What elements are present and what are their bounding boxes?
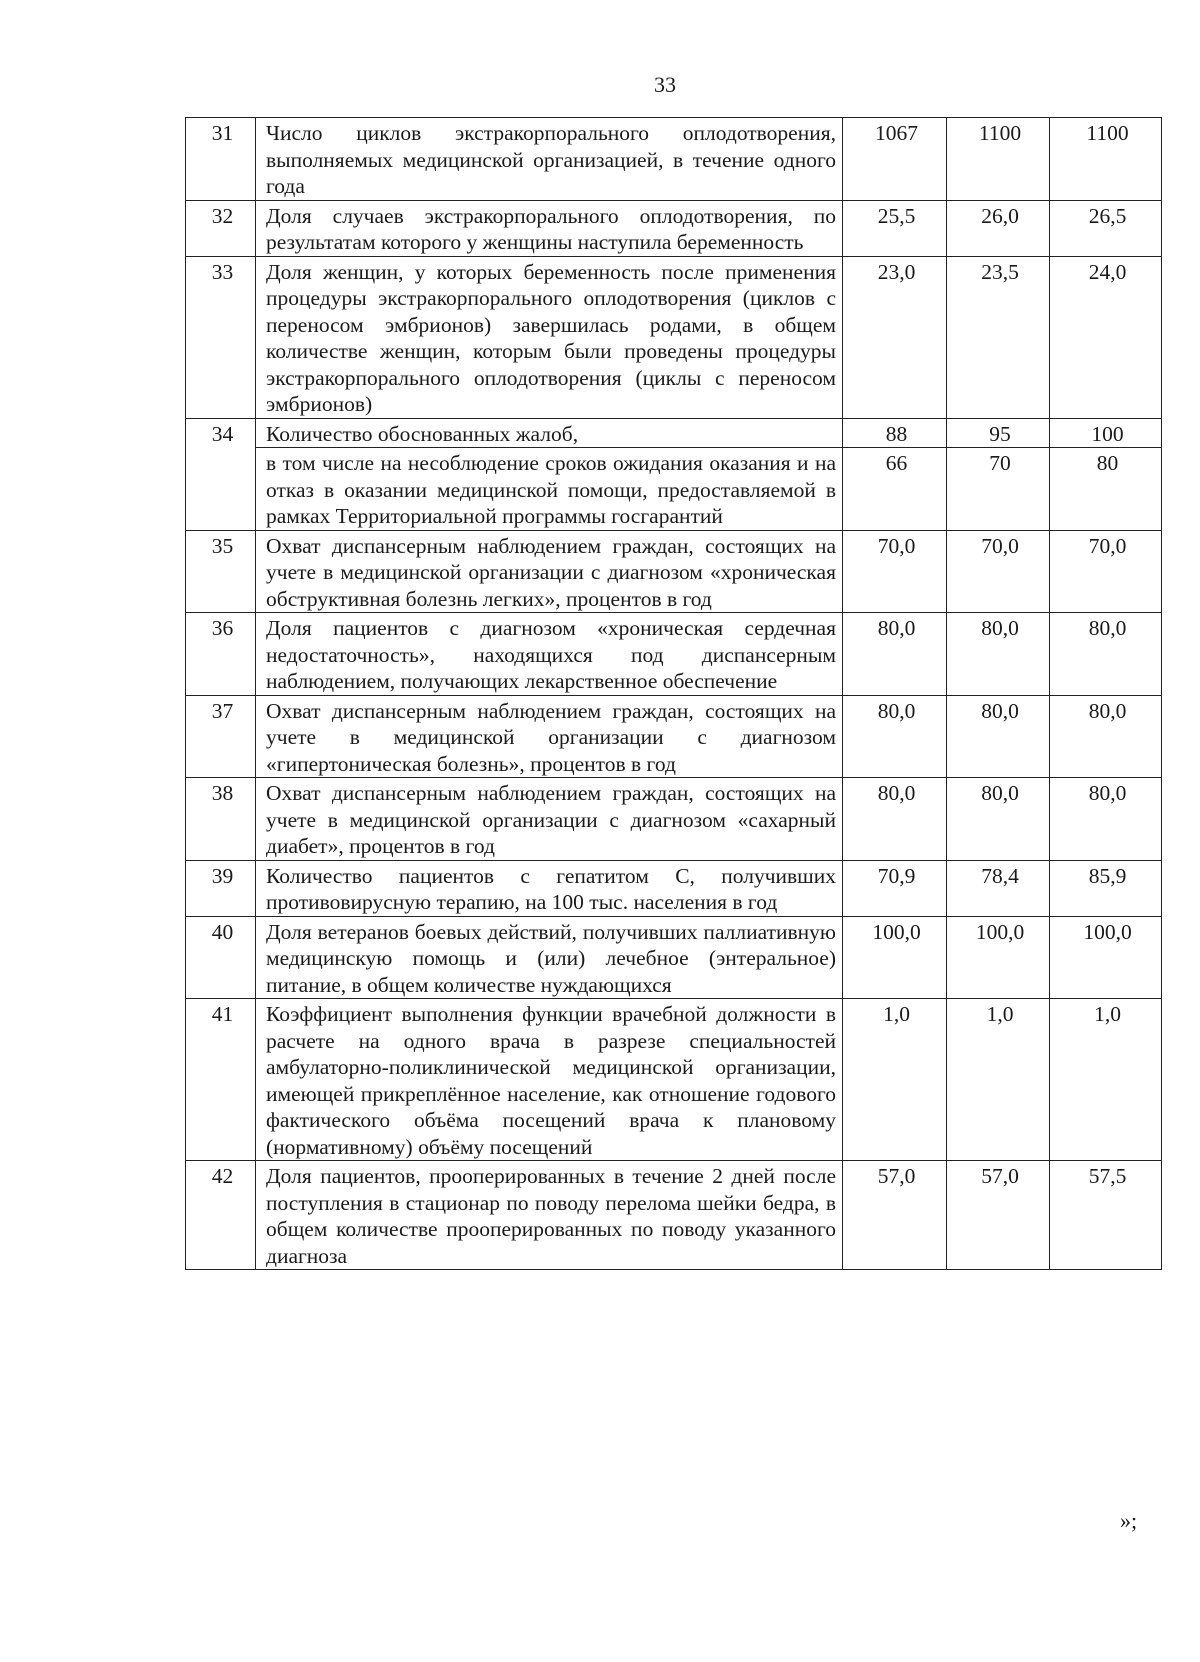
row-number: 34 [186,418,256,530]
value-col-3: 80,0 [1050,778,1162,861]
value-col-3: 57,5 [1050,1161,1162,1270]
indicator-description: Доля пациентов, прооперированных в течение 2 дней после поступления в стационар по поводу перелома шейки бедра, в общем количестве прооперированных по поводу указанного диагноза [256,1161,843,1270]
value-col-2: 70,0 [947,530,1050,613]
table-row [186,860,1162,916]
value-col-2: 26,0 [947,200,1050,256]
indicator-description: Количество пациентов с гепатитом С, получивших противовирусную терапию, на 100 тыс. населения в год [256,860,843,916]
value-col-2: 100,0 [947,916,1050,999]
table-row [186,200,1162,256]
value-col-2: 23,5 [947,256,1050,418]
value-col-2: 57,0 [947,1161,1050,1270]
page-number: 33 [654,72,676,97]
indicator-description: Охват диспансерным наблюдением граждан, состоящих на учете в медицинской организации с диагнозом «гипертоническая болезнь», процентов в год [256,695,843,778]
row-number: 40 [186,916,256,999]
row-number: 41 [186,999,256,1161]
indicator-description: Доля пациентов с диагнозом «хроническая сердечная недостаточность», находящихся под диспансерным наблюдением, получающих лекарственное обеспечение [256,613,843,696]
indicator-sub-description: в том числе на несоблюдение сроков ожидания оказания и на отказ в оказании медицинской помощи, предоставляемой в рамках Территориальной программы госгарантий [256,448,843,531]
value-col-1: 80,0 [843,778,947,861]
value-col-1: 80,0 [843,613,947,696]
table-row [186,418,1162,448]
indicator-description: Коэффициент выполнения функции врачебной должности в расчете на одного врача в разрезе специальностей амбулаторно-поликлинической медицинской организации, имеющей прикреплённое население, как отношение годового фактического объёма посещений врача к плановому (нормативному) объёму посещений [256,999,843,1161]
table-row [186,778,1162,861]
value-col-1: 57,0 [843,1161,947,1270]
row-number: 32 [186,200,256,256]
table-row [186,118,1162,201]
closing-quote: »; [1120,1508,1138,1533]
value-col-1: 1,0 [843,999,947,1161]
value-col-3: 70,0 [1050,530,1162,613]
row-number: 38 [186,778,256,861]
row-number: 39 [186,860,256,916]
value-col-1: 70,9 [843,860,947,916]
value-col-3: 80,0 [1050,695,1162,778]
row-number: 36 [186,613,256,696]
value-col-1: 66 [843,448,947,531]
value-col-2: 1,0 [947,999,1050,1161]
indicator-description: Доля случаев экстракорпорального оплодотворения, по результатам которого у женщины наступила беременность [256,200,843,256]
table-row [186,916,1162,999]
value-col-2: 70 [947,448,1050,531]
table-row [186,695,1162,778]
value-col-2: 80,0 [947,695,1050,778]
value-col-1: 70,0 [843,530,947,613]
value-col-3: 26,5 [1050,200,1162,256]
table-row [186,613,1162,696]
value-col-1: 1067 [843,118,947,201]
value-col-3: 80 [1050,448,1162,531]
value-col-2: 1100 [947,118,1050,201]
table-subrow [186,448,1162,531]
table-row [186,999,1162,1161]
value-col-1: 25,5 [843,200,947,256]
value-col-3: 80,0 [1050,613,1162,696]
value-col-3: 100,0 [1050,916,1162,999]
indicator-description: Доля женщин, у которых беременность после применения процедуры экстракорпорального оплодотворения (циклов с переносом эмбрионов) завершилась родами, в общем количестве женщин, которым были проведены процедуры экстракорпорального оплодотворения (циклы с переносом эмбрионов) [256,256,843,418]
row-number: 42 [186,1161,256,1270]
indicator-description: Охват диспансерным наблюдением граждан, состоящих на учете в медицинской организации с диагнозом «сахарный диабет», процентов в год [256,778,843,861]
value-col-2: 80,0 [947,613,1050,696]
table-row [186,256,1162,418]
row-number: 31 [186,118,256,201]
value-col-3: 100 [1050,418,1162,448]
indicator-description: Количество обоснованных жалоб, [256,418,843,448]
table-row [186,1161,1162,1270]
indicator-description: Число циклов экстракорпорального оплодотворения, выполняемых медицинской организацией, в течение одного года [256,118,843,201]
value-col-1: 100,0 [843,916,947,999]
value-col-1: 23,0 [843,256,947,418]
value-col-1: 88 [843,418,947,448]
value-col-3: 24,0 [1050,256,1162,418]
indicator-description: Доля ветеранов боевых действий, получивших паллиативную медицинскую помощь и (или) лечебное (энтеральное) питание, в общем количестве нуждающихся [256,916,843,999]
value-col-2: 80,0 [947,778,1050,861]
value-col-2: 95 [947,418,1050,448]
row-number: 33 [186,256,256,418]
value-col-3: 1,0 [1050,999,1162,1161]
indicators-table [185,117,1162,1270]
value-col-1: 80,0 [843,695,947,778]
indicator-description: Охват диспансерным наблюдением граждан, состоящих на учете в медицинской организации с диагнозом «хроническая обструктивная болезнь легких», процентов в год [256,530,843,613]
row-number: 37 [186,695,256,778]
row-number: 35 [186,530,256,613]
value-col-3: 1100 [1050,118,1162,201]
value-col-2: 78,4 [947,860,1050,916]
table-row [186,530,1162,613]
value-col-3: 85,9 [1050,860,1162,916]
